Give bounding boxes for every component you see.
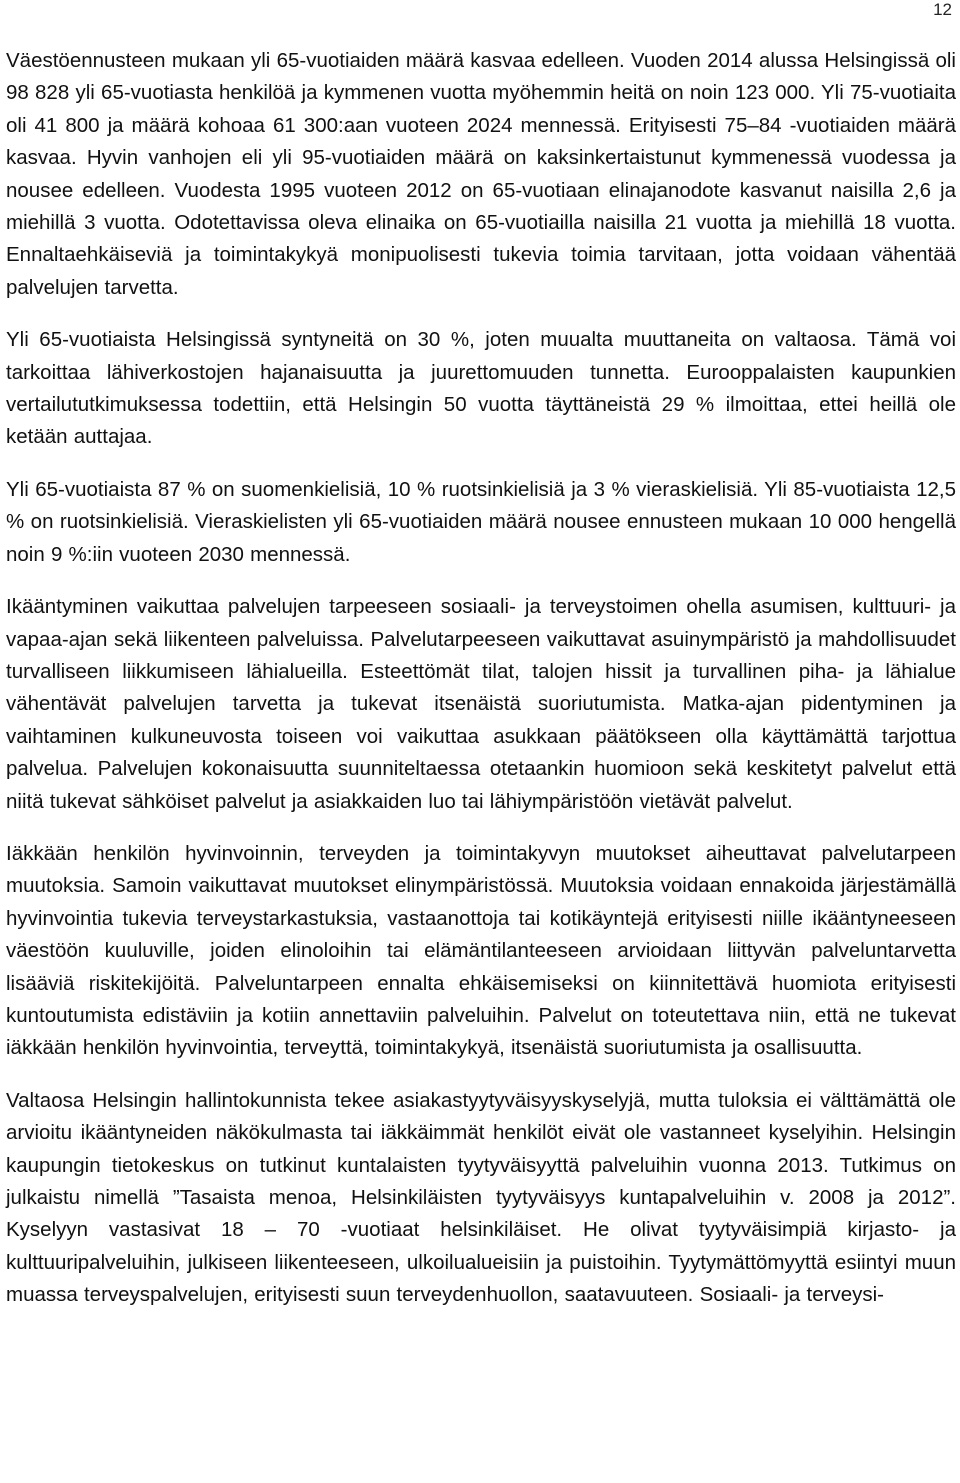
paragraph-wellbeing: Iäkkään henkilön hyvinvoinnin, terveyden ja toimintakyvyn muutokset aiheuttavat palvelutarpeen muutoksia. Samoin vaikuttavat muutokset elinympäristössä. Muutoksia voidaan ennakoida järjestämällä hyvinvointia tukevia terveystarkastuksia, vastaanottoja tai kotikäyntejä erityisesti niille ikääntyneeseen väestöön kuuluville, joiden elinoloihin tai elämäntilanteeseen arvioidaan liittyvän palveluntarvetta lisääviä riskitekijöitä. Palveluntarpeen ennalta ehkäisemiseksi on kiinnitettävä huomiota erityisesti kuntoutumista edistäviin ja kotiin annettaviin palveluihin. Palvelut on toteutettava niin, että ne tukevat iäkkään henkilön hyvinvointia, terveyttä, toimintakykyä, itsenäistä suoriutumista ja osallisuutta. [6,841,956,1060]
paragraph-customer-satisfaction: Valtaosa Helsingin hallintokunnista tekee asiakastyytyväisyyskyselyjä, mutta tuloksia ei välttämättä ole arvioitu ikääntyneiden näkökulmasta tai iäkkäimmät henkilöt eivät ole vastanneet kyselyihin. Helsingin kaupungin tietokeskus on tutkinut kuntalaisten tyytyväisyyttä palveluihin vuonna 2013. Tutkimus on julkaistu nimellä ”Tasaista menoa, Helsinkiläisten tyytyväisyys kuntapalveluihin v. 2008 ja 2012”. Kyselyyn vastasivat 18 – 70 -vuotiaat helsinkiläiset. He olivat tyytyväisimpiä kirjasto- ja kulttuuripalveluihin, julkiseen liikenteeseen, ulkoilualueisiin ja puistoihin. Tyytymättömyyttä esiintyi muun muassa terveyspalvelujen, erityisesti suun terveydenhuollon, saatavuuteen. Sosiaali- ja terveysi- [6,1088,956,1307]
paragraph-birthplace: Yli 65-vuotiaista Helsingissä syntyneitä on 30 %, joten muualta muuttaneita on valtaosa. Tämä voi tarkoittaa lähiverkostojen hajanaisuutta ja juurettomuuden tunnetta. Eurooppalaisten kaupunkien vertailututkimuksessa todettiin, että Helsingin 50 vuotta täyttäneistä 29 % ilmoittaa, ettei heillä ole ketään auttajaa. [6,328,956,449]
paragraph-population-forecast: Väestöennusteen mukaan yli 65-vuotiaiden määrä kasvaa edelleen. Vuoden 2014 alussa Helsingissä oli 98 828 yli 65-vuotiasta henkilöä ja kymmenen vuotta myöhemmin heitä on noin 123 000. Yli 75-vuotiaita oli 41 800 ja määrä kohoaa 61 300:aan vuoteen 2024 mennessä. Erityisesti 75–84 -vuotiaiden määrä kasvaa. Hyvin vanhojen eli yli 95-vuotiaiden määrä on kaksinkertaistunut kymmenessä vuodessa ja nousee edelleen. Vuodesta 1995 vuoteen 2012 on 65-vuotiaan elinajanodote kasvanut naisilla 2,6 ja miehillä 3 vuotta. Odotettavissa oleva elinaika on 65-vuotiailla naisilla 21 vuotta ja miehillä 18 vuotta. Ennaltaehkäiseviä ja toimintakykyä monipuolisesti tukevia toimia tarvitaan, jotta voidaan vähentää palvelujen tarvetta. [6,49,956,299]
paragraph-languages: Yli 65-vuotiaista 87 % on suomenkielisiä, 10 % ruotsinkielisiä ja 3 % vieraskielisiä. Yli 85-vuotiaista 12,5 % on ruotsinkielisiä. Vieraskielisten yli 65-vuotiaiden määrä nousee ennusteen mukaan 10 000 hengellä noin 9 %:iin vuoteen 2030 mennessä. [6,477,956,566]
document-body [6,45,956,1332]
page-number: 12 [933,0,952,19]
paragraph-service-needs: Ikääntyminen vaikuttaa palvelujen tarpeeseen sosiaali- ja terveystoimen ohella asumisen, kulttuuri- ja vapaa-ajan sekä liikenteen palveluissa. Palvelutarpeeseen vaikuttavat asuinympäristö ja mahdollisuudet turvalliseen liikkumiseen lähialueilla. Esteettömät tilat, talojen hissit ja turvallinen piha- ja lähialue vähentävät palvelujen tarvetta ja tukevat itsenäistä suoriutumista. Matka-ajan pidentyminen ja vaihtaminen kulkuneuvosta toiseen voi vaikuttaa asukkaan päätökseen olla käyttämättä tarjottua palvelua. Palvelujen kokonaisuutta suunniteltaessa otetaankin huomioon sekä keskitetyt palvelut että niitä tukevat sähköiset palvelut ja asiakkaiden luo tai lähiympäristöön vietävät palvelut. [6,595,956,813]
